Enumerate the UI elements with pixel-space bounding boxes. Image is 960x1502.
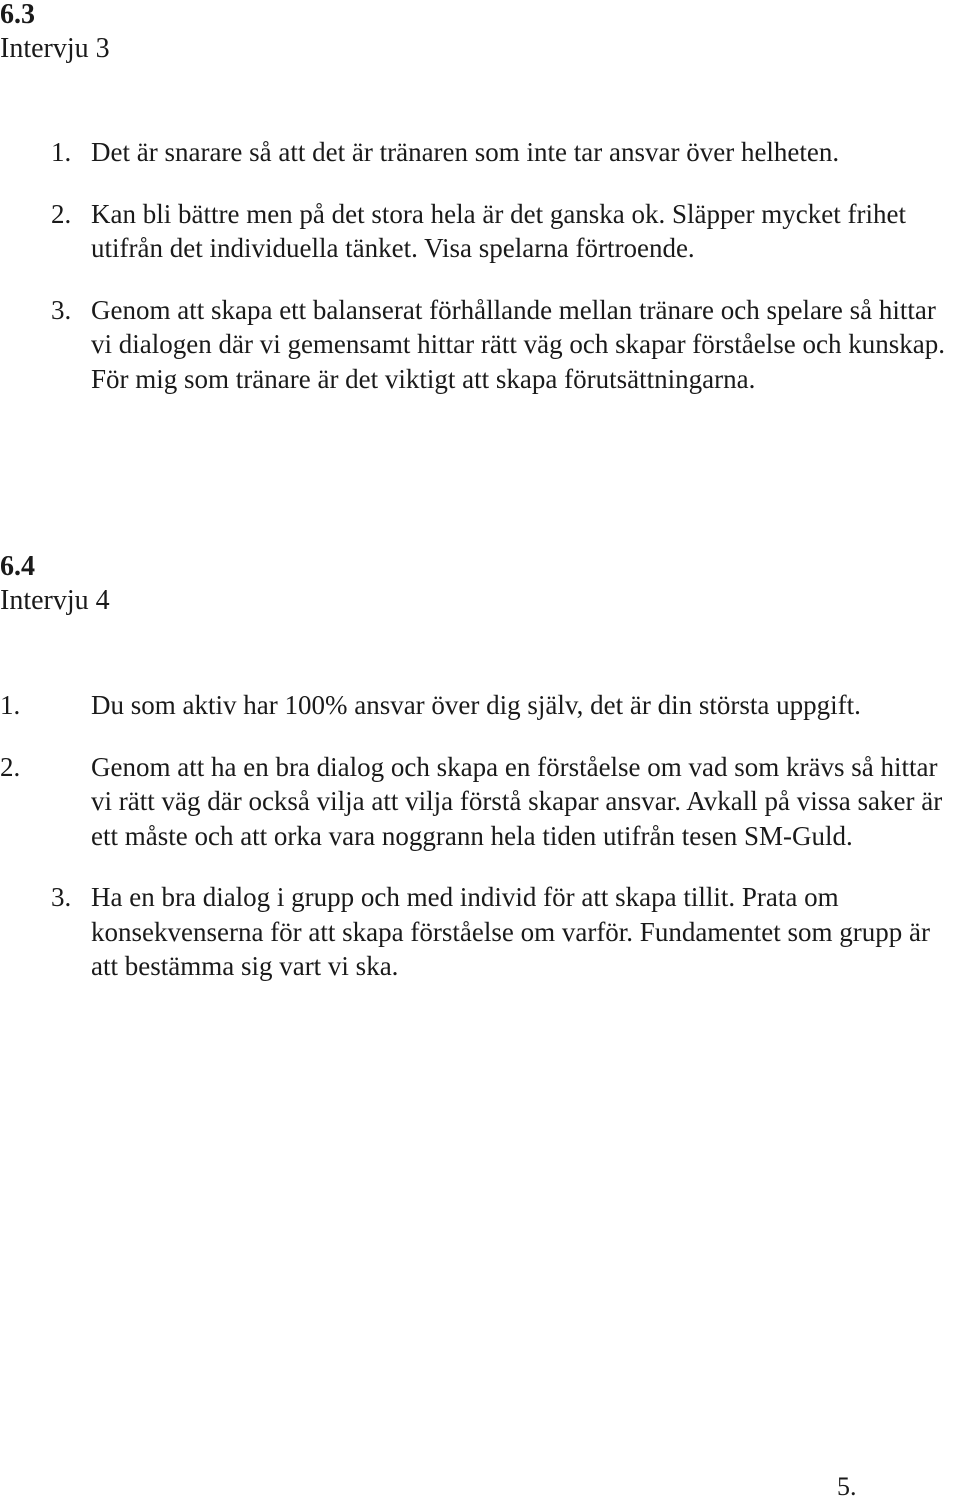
item-number: 3.: [51, 294, 72, 325]
answer-item: [0, 293, 960, 397]
item-number: 3.: [51, 882, 72, 912]
item-text: Genom att ha en bra dialog och skapa en förståelse om vad som krävs så hittar vi rätt väg där också vilja att vilja förstå skapar ansvar. Avkall på vissa saker är ett måste och att orka vara noggrann hela tiden utifrån tesen SM-Guld.: [91, 751, 943, 851]
item-text: Ha en bra dialog i grupp och med individ för att skapa tillit. Prata om konsekvenserna för att skapa förståelse om varför. Fundamentet som grupp är att bestämma sig vart vi ska.: [91, 882, 931, 981]
item-number: 2.: [0, 751, 21, 782]
item-text: Genom att skapa ett balanserat förhållande mellan tränare och spelare så hittar vi dialogen där vi gemensamt hittar rätt väg och skapar förståelse och kunskap. För mig som tränare är det viktigt att skapa förutsättningarna.: [91, 294, 945, 394]
page-number: 5.: [837, 1472, 857, 1501]
section-title: Intervju 4: [0, 585, 110, 616]
item-number: 1.: [51, 137, 72, 167]
item-text: Det är snarare så att det är tränaren som inte tar ansvar över helheten.: [91, 137, 840, 167]
item-number: 1.: [0, 690, 21, 720]
answer-list-intervju-3: [0, 135, 960, 396]
answer-item: [0, 880, 960, 984]
answer-item: [0, 135, 960, 170]
answer-item: [0, 197, 960, 266]
item-text: Du som aktiv har 100% ansvar över dig själv, det är din största uppgift.: [91, 690, 861, 720]
section-title: Intervju 3: [0, 33, 110, 64]
item-text: Kan bli bättre men på det stora hela är det ganska ok. Släpper mycket frihet utifrån det individuella tänket. Visa spelarna förtroende.: [91, 198, 906, 263]
item-number: 2.: [51, 198, 72, 229]
section-number: 6.3: [0, 0, 35, 30]
section-number: 6.4: [0, 551, 35, 582]
answer-item: [0, 688, 960, 723]
answer-list-intervju-4: [0, 688, 960, 984]
answer-item: [0, 750, 960, 854]
